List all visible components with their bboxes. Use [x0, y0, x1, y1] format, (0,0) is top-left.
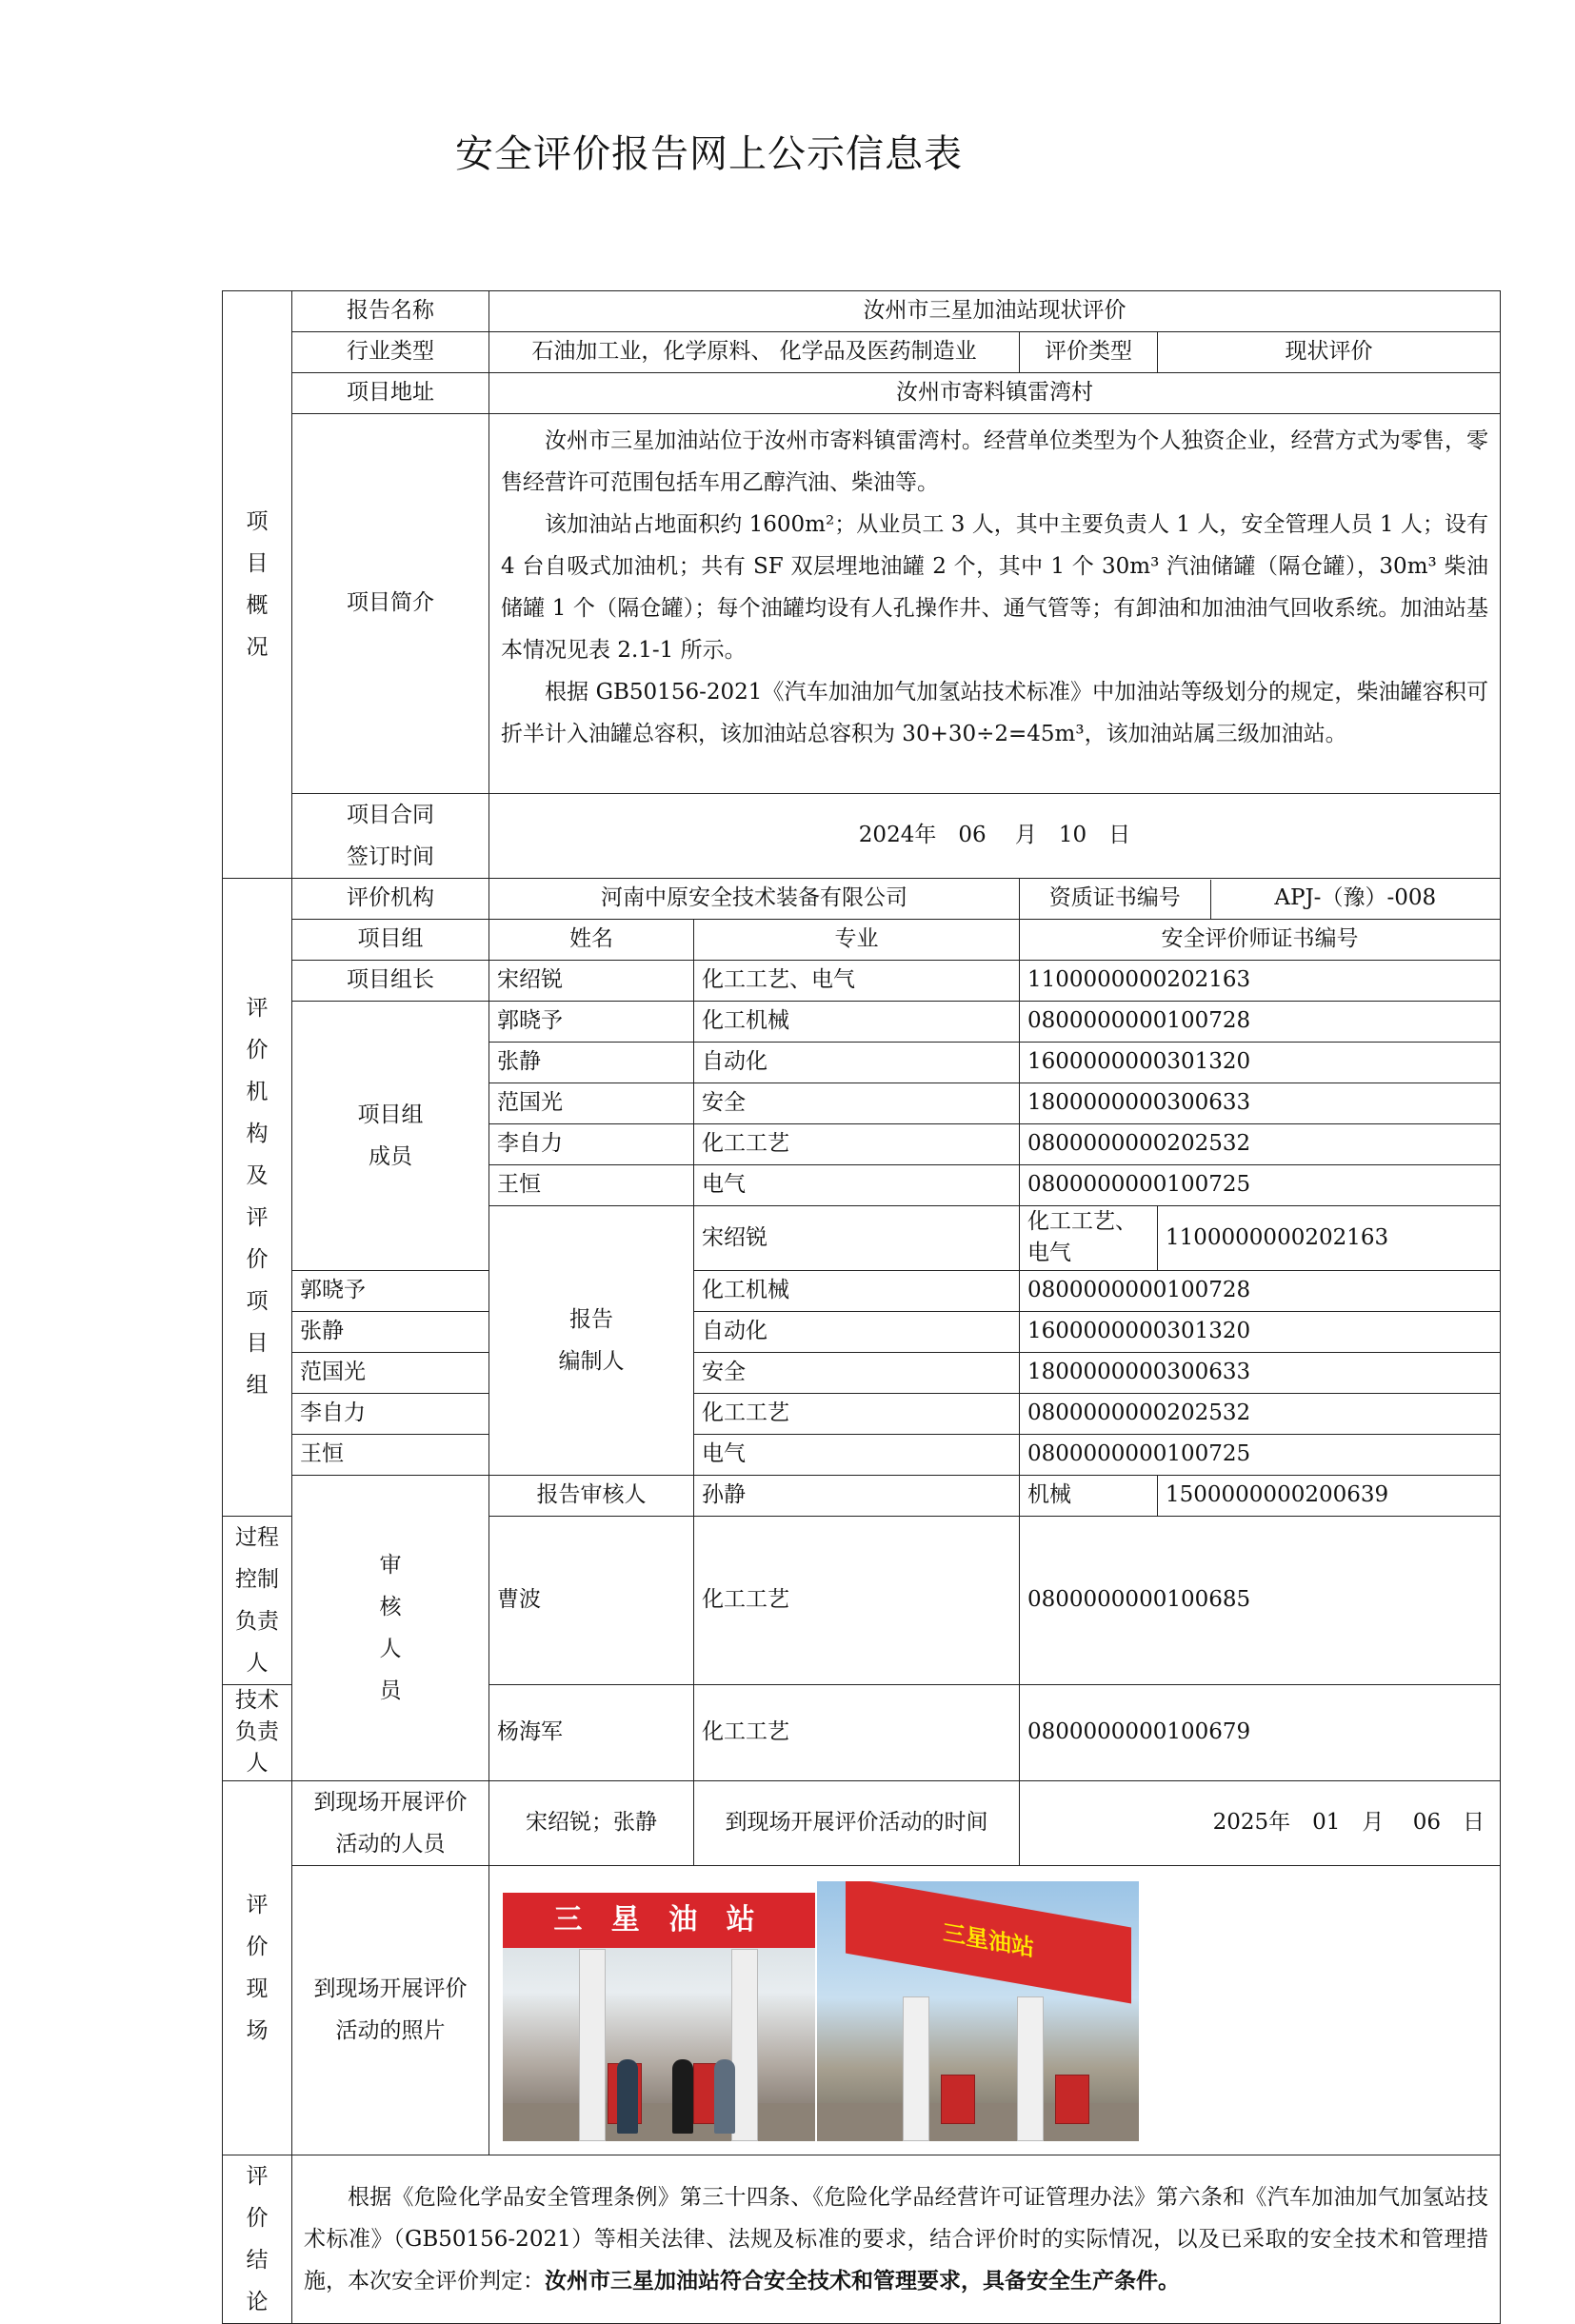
person-name: 曹波	[489, 1516, 694, 1684]
site-photo-2	[817, 1881, 1139, 2141]
person-name: 李自力	[292, 1393, 489, 1434]
page-title: 安全评价报告网上公示信息表	[455, 132, 963, 176]
cert-header: 安全评价师证书编号	[1020, 920, 1501, 961]
cert-label: 资质证书编号	[1020, 880, 1210, 919]
station-sign: 三星油站	[846, 1881, 1131, 2003]
address-value: 汝州市寄料镇雷湾村	[489, 373, 1501, 414]
section-site-label: 评 价 现 场	[223, 1780, 292, 2155]
table-row	[223, 1475, 1501, 1516]
table-row	[223, 1311, 1501, 1352]
person-cert: 1800000000300633	[1020, 1352, 1501, 1393]
person-major: 化工工艺	[694, 1516, 1020, 1684]
person-cert: 1800000000300633	[1020, 1083, 1501, 1124]
cert-number: APJ-（豫）-008	[1274, 885, 1437, 911]
person-cert: 0800000000202532	[1020, 1124, 1501, 1165]
site-people: 宋绍锐；张静	[489, 1780, 694, 1865]
table-row	[223, 1393, 1501, 1434]
person-major: 化工工艺、电气	[694, 961, 1020, 1002]
person-name: 杨海军	[489, 1684, 694, 1780]
person-name: 王恒	[292, 1434, 489, 1475]
cert-cell	[1020, 879, 1501, 920]
table-row	[223, 1002, 1501, 1043]
person-cert: 0800000000202532	[1020, 1393, 1501, 1434]
industry-value: 石油加工业，化学原料、 化学品及医药制造业	[489, 332, 1020, 373]
intro-label: 项目简介	[292, 414, 489, 794]
org-name: 河南中原安全技术装备有限公司	[489, 879, 1020, 920]
org-label: 评价机构	[292, 879, 489, 920]
contract-label: 项目合同 签订时间	[292, 794, 489, 879]
person-major: 化工机械	[694, 1002, 1020, 1043]
person-cert: 1600000000301320	[1020, 1311, 1501, 1352]
person-cert: 1100000000202163	[1158, 1206, 1501, 1271]
info-table	[222, 290, 1501, 2324]
site-time: 2025年 01 月 06 日	[1020, 1780, 1501, 1865]
leader-label: 项目组长	[292, 961, 489, 1002]
authors-label: 报告 编制人	[489, 1206, 694, 1476]
section-conclusion-label: 评 价 结 论	[223, 2155, 292, 2323]
tech-label: 技术负责人	[223, 1684, 292, 1780]
station-sign: 三 星 油 站	[503, 1893, 815, 1948]
person-name: 王恒	[489, 1165, 694, 1206]
report-name-label: 报告名称	[292, 291, 489, 332]
reviewer-label: 报告审核人	[489, 1475, 694, 1516]
person-cert: 0800000000100679	[1020, 1684, 1501, 1780]
eval-type-label: 评价类型	[1020, 332, 1158, 373]
person-major: 电气	[694, 1434, 1020, 1475]
person-major: 化工工艺	[694, 1393, 1020, 1434]
person-name: 张静	[292, 1311, 489, 1352]
site-photo-1	[503, 1893, 815, 2141]
person-cert: 0800000000100728	[1020, 1002, 1501, 1043]
person-major: 安全	[694, 1352, 1020, 1393]
members-label: 项目组 成员	[292, 1002, 489, 1271]
intro-paragraph: 根据 GB50156-2021《汽车加油加气加氢站技术标准》中加油站等级划分的规定，柴油罐容积可折半计入油罐总容积，该加油站总容积为 30+30÷2=45m³，该加油站属三级加油站。	[501, 680, 1488, 746]
person-name: 李自力	[489, 1124, 694, 1165]
contract-date: 2024年 06 月 10 日	[489, 794, 1501, 879]
group-header: 项目组	[292, 920, 489, 961]
person-cert: 1100000000202163	[1020, 961, 1501, 1002]
site-photos	[489, 1865, 1501, 2155]
person-name: 郭晓予	[489, 1002, 694, 1043]
person-cert: 0800000000100725	[1020, 1165, 1501, 1206]
name-header: 姓名	[489, 920, 694, 961]
table-row	[223, 1270, 1501, 1311]
eval-type-value: 现状评价	[1158, 332, 1501, 373]
person-name: 郭晓予	[292, 1270, 489, 1311]
person-name: 孙静	[694, 1475, 1020, 1516]
site-time-label: 到现场开展评价活动的时间	[694, 1780, 1020, 1865]
person-major: 化工工艺	[694, 1124, 1020, 1165]
table-row	[223, 1434, 1501, 1475]
table-row	[223, 961, 1501, 1002]
person-cert: 1500000000200639	[1158, 1475, 1501, 1516]
report-name-value: 汝州市三星加油站现状评价	[489, 291, 1501, 332]
person-major: 机械	[1020, 1475, 1158, 1516]
conclusion-text: 根据《危险化学品安全管理条例》第三十四条、《危险化学品经营许可证管理办法》第六条和《汽车加油加气加氢站技术标准》（GB50156-2021）等相关法律、法规及标准的要求，结合评价时的实际情况，以及已采取的安全技术和管理措施，本次安全评价判定：汝州市三星加油站符合安全技术和管理要求，具备安全生产条件。	[292, 2155, 1501, 2323]
address-label: 项目地址	[292, 373, 489, 414]
major-header: 专业	[694, 920, 1020, 961]
section-review-label: 审 核 人 员	[292, 1475, 489, 1780]
process-label: 过程控制 负责人	[223, 1516, 292, 1684]
person-cert: 0800000000100725	[1020, 1434, 1501, 1475]
site-people-label: 到现场开展评价 活动的人员	[292, 1780, 489, 1865]
person-cert: 1600000000301320	[1020, 1043, 1501, 1083]
section-project-label: 项 目 概 况	[223, 291, 292, 879]
person-major: 电气	[694, 1165, 1020, 1206]
intro-text	[489, 414, 1501, 794]
person-major: 安全	[694, 1083, 1020, 1124]
person-name: 范国光	[489, 1083, 694, 1124]
conclusion-verdict: 汝州市三星加油站符合安全技术和管理要求，具备安全生产条件。	[545, 2267, 1180, 2294]
table-row	[223, 1352, 1501, 1393]
person-name: 范国光	[292, 1352, 489, 1393]
intro-paragraph: 汝州市三星加油站位于汝州市寄料镇雷湾村。经营单位类型为个人独资企业，经营方式为零售，零售经营许可范围包括车用乙醇汽油、柴油等。	[501, 428, 1488, 495]
person-major: 化工机械	[694, 1270, 1020, 1311]
person-major: 化工工艺、电气	[1020, 1206, 1158, 1271]
person-name: 张静	[489, 1043, 694, 1083]
person-major: 自动化	[694, 1311, 1020, 1352]
person-major: 自动化	[694, 1043, 1020, 1083]
section-org-label: 评 价 机 构 及 评 价 项 目 组	[223, 879, 292, 1517]
person-name: 宋绍锐	[694, 1206, 1020, 1271]
person-cert: 0800000000100728	[1020, 1270, 1501, 1311]
industry-label: 行业类型	[292, 332, 489, 373]
site-photo-label: 到现场开展评价 活动的照片	[292, 1865, 489, 2155]
person-major: 化工工艺	[694, 1684, 1020, 1780]
person-name: 宋绍锐	[489, 961, 694, 1002]
person-cert: 0800000000100685	[1020, 1516, 1501, 1684]
intro-paragraph: 该加油站占地面积约 1600m²；从业员工 3 人，其中主要负责人 1 人，安全管理人员 1 人；设有 4 台自吸式加油机；共有 SF 双层埋地油罐 2 个，其中 1 个 30m³ 汽油储罐（隔仓罐），30m³ 柴油储罐 1 个（隔仓罐）；每个油罐均设有人孔操作井、通气管等；有卸油和加油油气回收系统。加油站基本情况见表 2.1-1 所示。	[501, 512, 1488, 663]
